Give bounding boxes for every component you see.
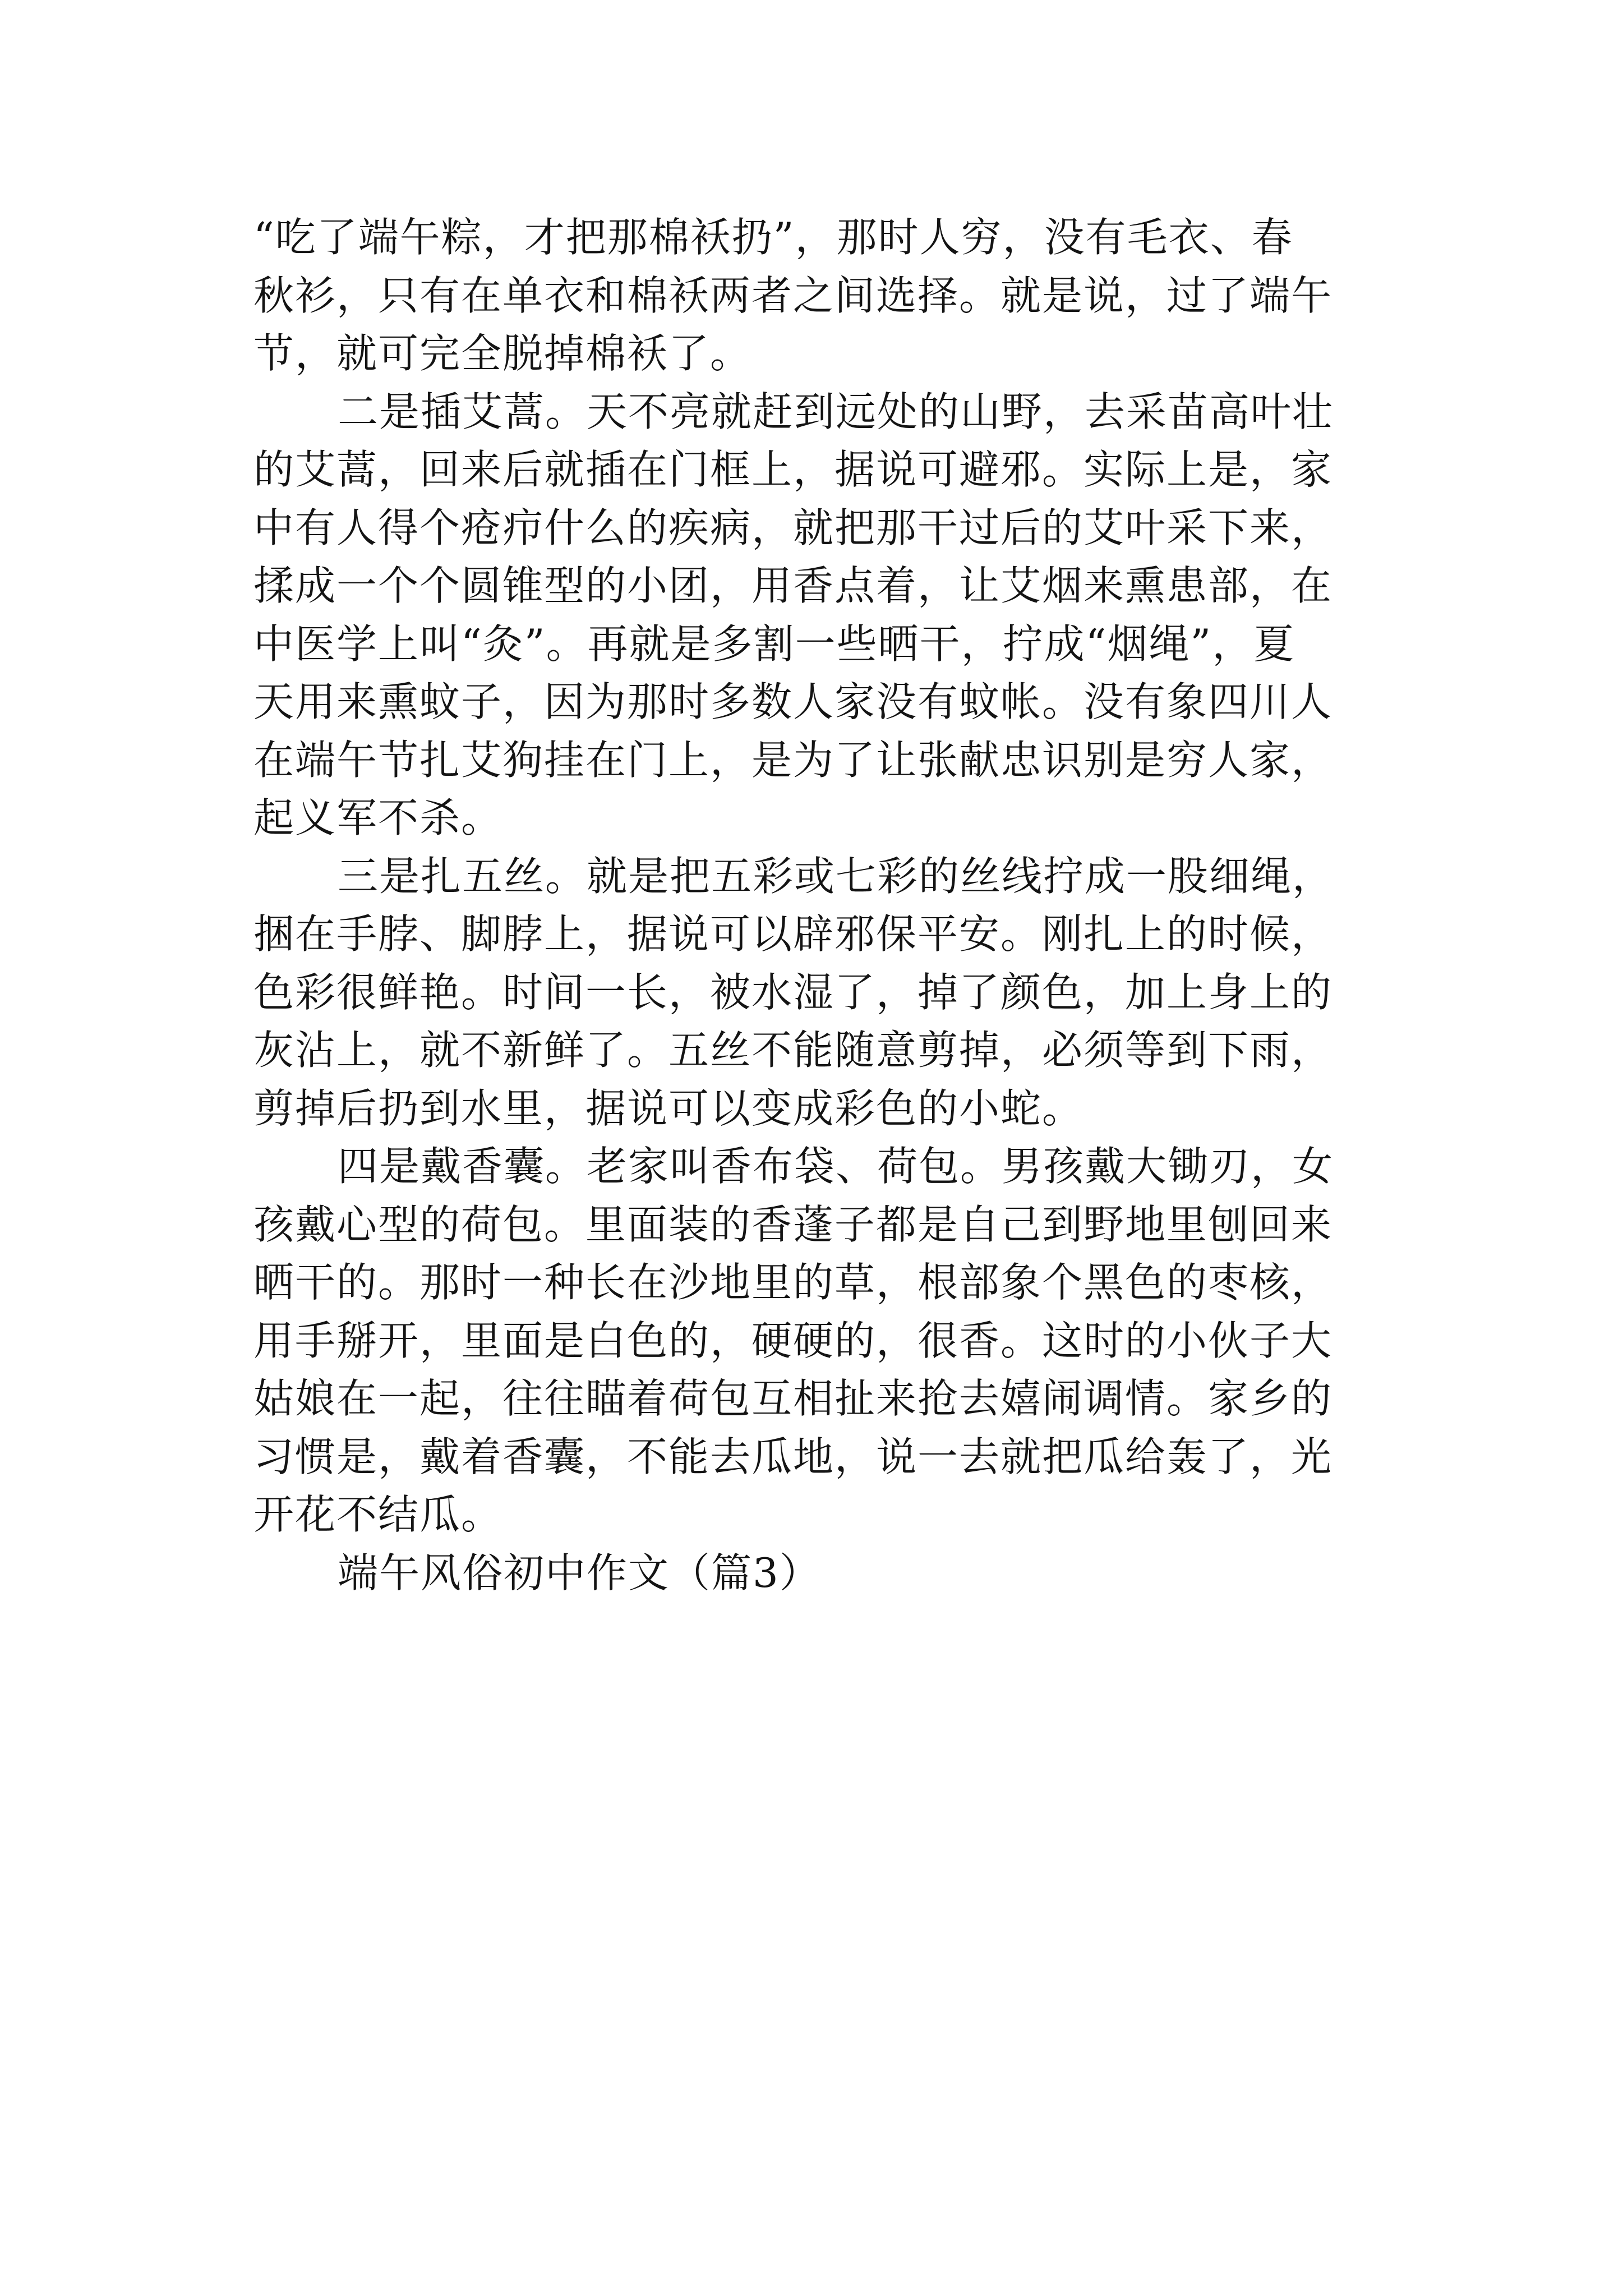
text-line: 孩戴心型的荷包。里面装的香蓬子都是自己到野地里刨回来 [253, 1200, 1333, 1248]
document-body [253, 209, 1386, 1602]
text-line: 用手掰开，里面是白色的，硬硬的，很香。这时的小伙子大 [253, 1317, 1333, 1364]
paragraph-first-line: 三是扎五丝。就是把五彩或七彩的丝线拧成一股细绳， [338, 852, 1334, 900]
text-line: 晒干的。那时一种长在沙地里的草，根部象个黑色的枣核， [253, 1259, 1333, 1306]
section-heading: 端午风俗初中作文（篇3） [338, 1549, 821, 1596]
text-line: 习惯是，戴着香囊，不能去瓜地，说一去就把瓜给轰了，光 [253, 1433, 1333, 1480]
text-line: 捆在手脖、脚脖上，据说可以辟邪保平安。刚扎上的时候， [253, 910, 1333, 958]
text-line: 的艾蒿，回来后就插在门框上，据说可避邪。实际上是，家 [253, 446, 1333, 493]
text-line: 中有人得个疮疖什么的疾病，就把那干过后的艾叶采下来， [253, 504, 1333, 551]
text-line: 秋衫，只有在单衣和棉袄两者之间选择。就是说，过了端午 [253, 272, 1333, 319]
text-line: “吃了端午粽，才把那棉袄扔”，那时人穷，没有毛衣、春 [253, 214, 1293, 261]
text-line: 色彩很鲜艳。时间一长，被水湿了，掉了颜色，加上身上的 [253, 968, 1333, 1016]
text-line: 灰沾上，就不新鲜了。五丝不能随意剪掉，必须等到下雨， [253, 1027, 1333, 1074]
text-line: 节，就可完全脱掉棉袄了。 [253, 330, 752, 377]
text-line: 起义军不杀。 [253, 794, 503, 841]
text-line: 揉成一个个圆锥型的小团，用香点着，让艾烟来熏患部，在 [253, 562, 1333, 609]
text-line: 天用来熏蚊子，因为那时多数人家没有蚊帐。没有象四川人 [253, 678, 1333, 725]
paragraph-first-line: 二是插艾蒿。天不亮就赶到远处的山野，去采苗高叶壮 [338, 388, 1334, 435]
text-line: 在端午节扎艾狗挂在门上，是为了让张献忠识别是穷人家， [253, 736, 1333, 784]
text-line: 姑娘在一起，往往瞄着荷包互相扯来抢去嬉闹调情。家乡的 [253, 1375, 1333, 1422]
text-line: 开花不结瓜。 [253, 1491, 503, 1538]
text-line: 中医学上叫“灸”。再就是多割一些晒干，拧成“烟绳”，夏 [253, 620, 1295, 668]
paragraph-first-line: 四是戴香囊。老家叫香布袋、荷包。男孩戴大锄刃，女 [338, 1143, 1334, 1190]
text-line: 剪掉后扔到水里，据说可以变成彩色的小蛇。 [253, 1084, 1084, 1132]
